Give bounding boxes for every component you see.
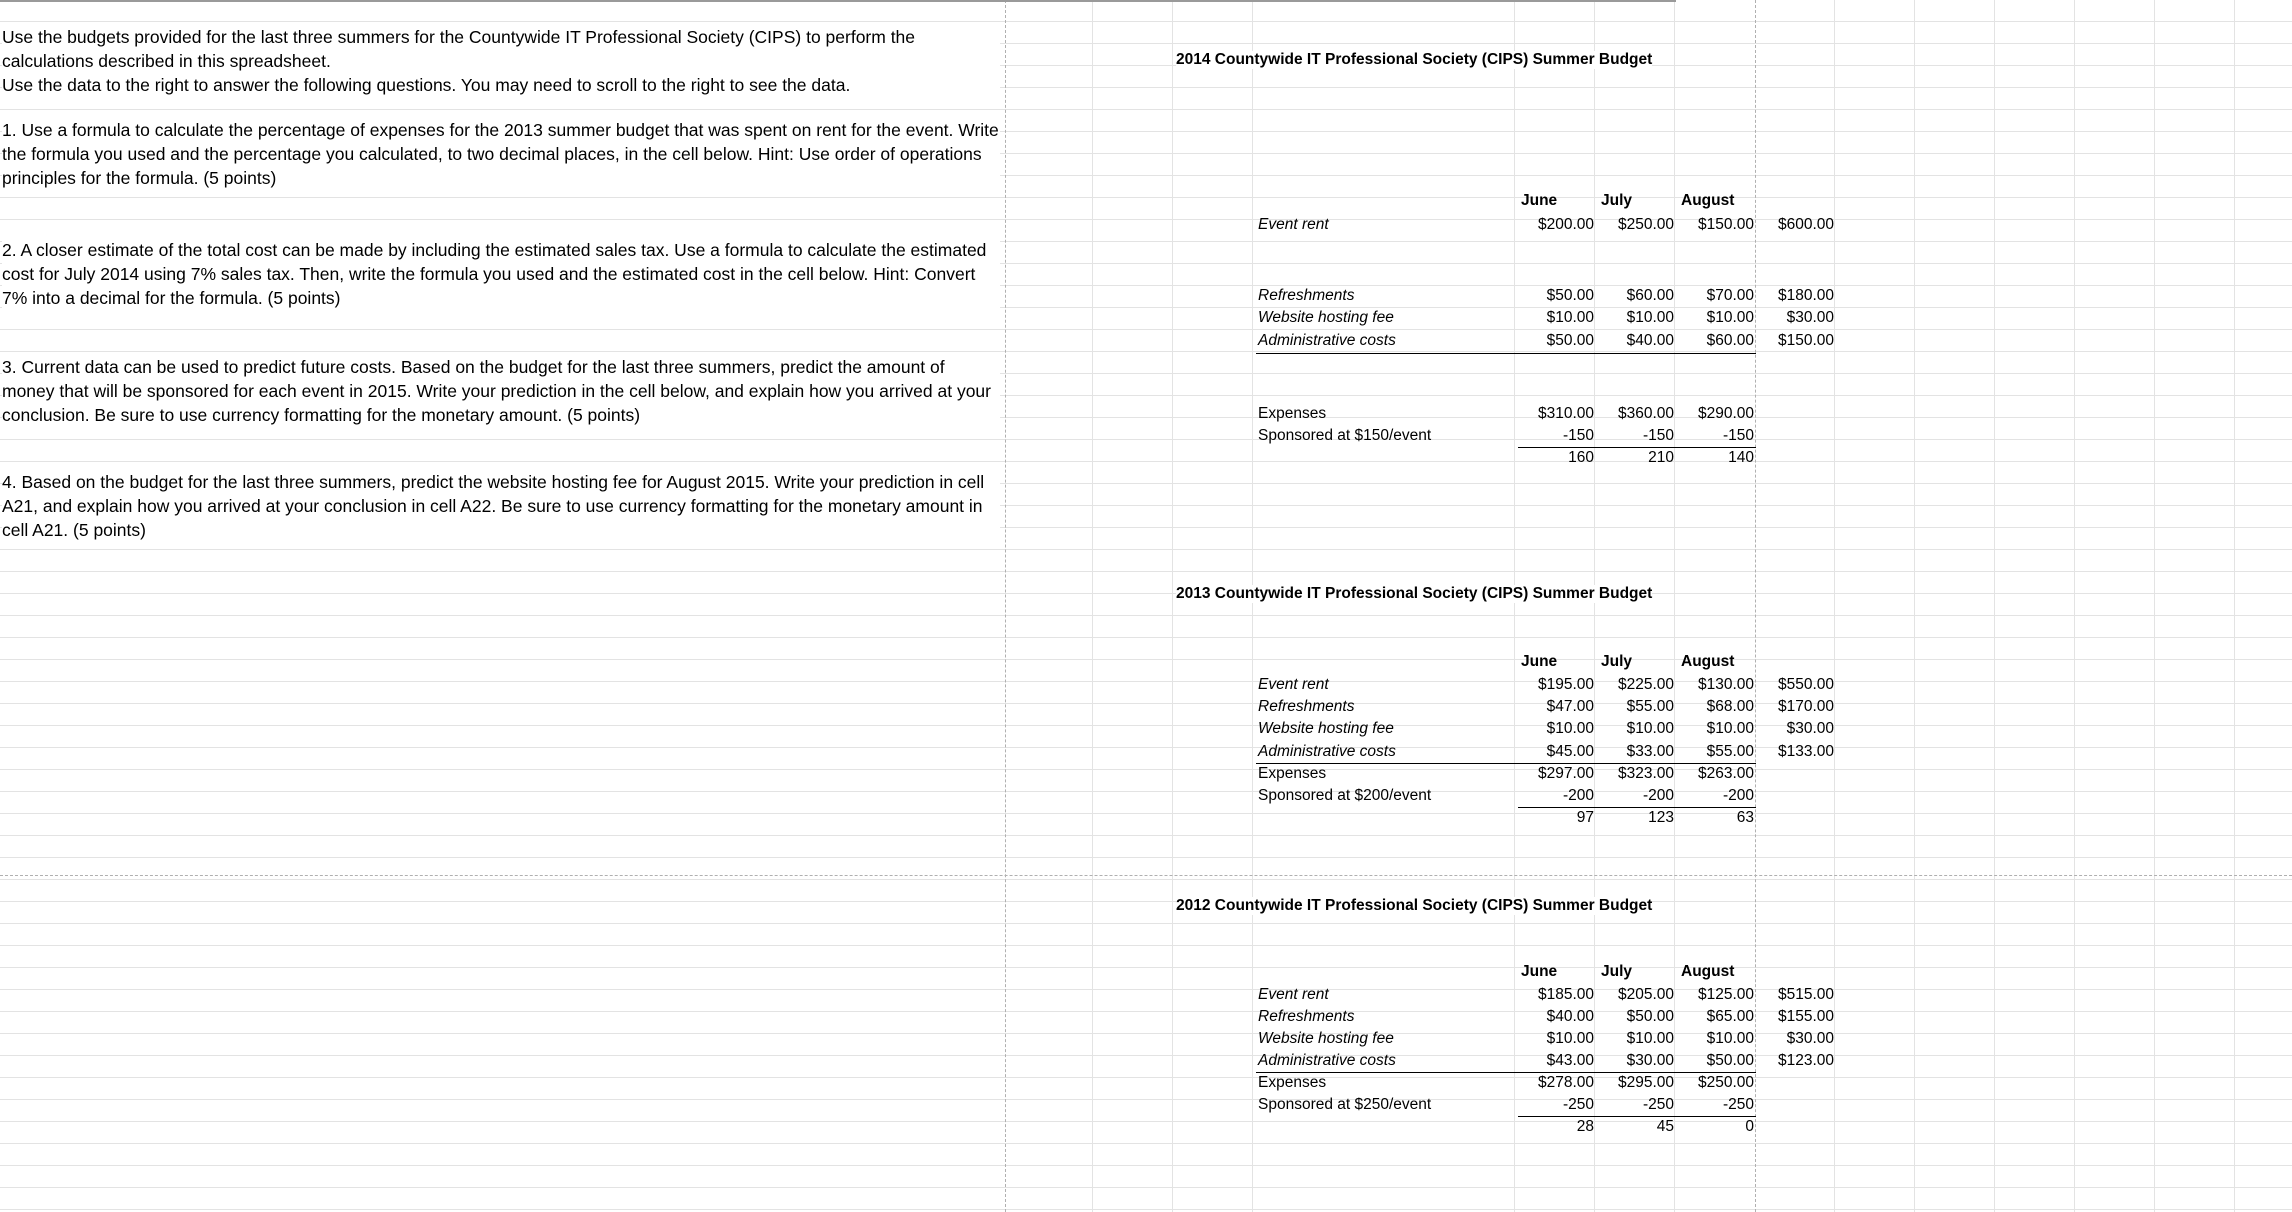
cell-value[interactable]: $10.00 (1706, 720, 1754, 737)
row-label[interactable]: Expenses (1258, 405, 1327, 422)
row-label[interactable]: Expenses (1258, 765, 1327, 782)
grid-col-line (1514, 0, 1515, 1212)
cell-net[interactable]: 160 (1568, 449, 1594, 466)
grid-row-line (0, 681, 2292, 682)
grid-row-line (0, 219, 2292, 220)
grid-row-line (0, 351, 2292, 352)
row-label[interactable]: Expenses (1258, 1074, 1327, 1091)
grid-row-line (0, 835, 2292, 836)
grid-row-line (0, 329, 2292, 330)
question-2[interactable]: 2. A closer estimate of the total cost can be made by including the estimated sales tax. Use a formula to calculate the estimated cost for July 2014 using 7% sales tax. Then, write the formula you used and the estimated cost in the cell below. Hint: Convert 7% into a decimal for the formula. (5 points) (2, 238, 1000, 310)
cell-value[interactable]: $150.00 (1697, 216, 1754, 233)
grid-row-line (0, 879, 2292, 880)
grid-row-line (0, 725, 2292, 726)
grid-row-line (0, 1143, 2292, 1144)
cell-net[interactable]: 45 (1656, 1118, 1674, 1135)
grid-col-line (1834, 0, 1835, 1212)
grid-row-line (0, 1099, 2292, 1100)
grid-row-line (0, 637, 2292, 638)
row-label[interactable]: Sponsored at $250/event (1258, 1096, 1432, 1113)
cell-value[interactable]: $70.00 (1706, 287, 1754, 304)
cell-value[interactable]: -200 (1642, 787, 1674, 804)
budget-title[interactable]: 2014 Countywide IT Professional Society (CIPS) Summer Budget (1176, 51, 1653, 68)
cell-total[interactable]: $30.00 (1786, 309, 1834, 326)
grid-row-line (0, 615, 2292, 616)
grid-row-line (0, 1033, 2292, 1034)
cell-value[interactable]: $50.00 (1626, 1008, 1674, 1025)
cell-value[interactable]: $55.00 (1706, 743, 1754, 760)
cell-value[interactable]: $130.00 (1697, 676, 1754, 693)
page-break-vertical (1005, 0, 1006, 1212)
cell-net[interactable]: 28 (1576, 1118, 1594, 1135)
grid-row-line (0, 989, 2292, 990)
grid-row-line (0, 571, 2292, 572)
grid-row-line (0, 1187, 2292, 1188)
cell-value[interactable]: $10.00 (1546, 720, 1594, 737)
cell-value[interactable]: -150 (1722, 427, 1754, 444)
grid-row-line (0, 791, 2292, 792)
grid-col-line (1172, 0, 1173, 1212)
page-break-horizontal (0, 875, 2292, 876)
cell-value[interactable]: $55.00 (1626, 698, 1674, 715)
cell-value[interactable]: -250 (1562, 1096, 1594, 1113)
cell-value[interactable]: $263.00 (1697, 765, 1754, 782)
cell-total[interactable]: $133.00 (1777, 743, 1834, 760)
grid-col-line (2074, 0, 2075, 1212)
cell-value[interactable]: $310.00 (1537, 405, 1594, 422)
net-underline (1518, 1116, 1756, 1117)
budget-title[interactable]: 2012 Countywide IT Professional Society (CIPS) Summer Budget (1176, 897, 1653, 914)
cell-total[interactable]: $30.00 (1786, 1030, 1834, 1047)
grid-row-line (0, 813, 2292, 814)
col-header-july[interactable]: July (1601, 963, 1633, 980)
intro-text-2: Use the data to the right to answer the following questions. You may need to scroll to the right to see the data. (2, 75, 851, 95)
cell-total[interactable]: $180.00 (1777, 287, 1834, 304)
budget-title[interactable]: 2013 Countywide IT Professional Society (CIPS) Summer Budget (1176, 585, 1653, 602)
cell-value[interactable]: -150 (1642, 427, 1674, 444)
grid-row-line (0, 197, 2292, 198)
cell-value[interactable]: $50.00 (1546, 332, 1594, 349)
question-3[interactable]: 3. Current data can be used to predict future costs. Based on the budget for the last three summers, predict the amount of money that will be sponsored for each event in 2015. Write your prediction in the cell below, and explain how you arrived at your conclusion. Be sure to use currency formatting for the monetary amount. (5 points) (2, 355, 1000, 427)
cell-total[interactable]: $170.00 (1777, 698, 1834, 715)
cell-value[interactable]: -250 (1642, 1096, 1674, 1113)
cell-value[interactable]: $185.00 (1537, 986, 1594, 1003)
cell-value[interactable]: -200 (1562, 787, 1594, 804)
grid-row-line (0, 21, 2292, 22)
cell-value[interactable]: $278.00 (1537, 1074, 1594, 1091)
cell-total[interactable]: $515.00 (1777, 986, 1834, 1003)
cell-value[interactable]: $10.00 (1626, 309, 1674, 326)
cell-value[interactable]: $40.00 (1626, 332, 1674, 349)
row-label[interactable]: Refreshments (1258, 287, 1355, 304)
cell-value[interactable]: $40.00 (1546, 1008, 1594, 1025)
cell-value[interactable]: $323.00 (1617, 765, 1674, 782)
cell-total[interactable]: $30.00 (1786, 720, 1834, 737)
row-label[interactable]: Sponsored at $150/event (1258, 427, 1432, 444)
col-header-june[interactable]: June (1521, 192, 1558, 209)
grid-row-line (0, 967, 2292, 968)
cell-total[interactable]: $600.00 (1777, 216, 1834, 233)
sum-underline (1256, 763, 1756, 764)
col-header-august[interactable]: August (1681, 653, 1735, 670)
grid-row-line (0, 1011, 2292, 1012)
cell-value[interactable]: $250.00 (1697, 1074, 1754, 1091)
grid-row-line (0, 109, 2292, 110)
grid-col-line (2234, 0, 2235, 1212)
cell-value[interactable]: -250 (1722, 1096, 1754, 1113)
instructions-intro[interactable] (2, 25, 1000, 97)
cell-value[interactable]: $68.00 (1706, 698, 1754, 715)
row-label[interactable]: Sponsored at $200/event (1258, 787, 1432, 804)
grid-row-line (0, 945, 2292, 946)
cell-value[interactable]: $297.00 (1537, 765, 1594, 782)
cell-net[interactable]: 140 (1728, 449, 1754, 466)
grid-row-line (0, 593, 2292, 594)
cell-value[interactable]: $10.00 (1626, 1030, 1674, 1047)
net-underline (1518, 807, 1756, 808)
col-header-august[interactable]: August (1681, 963, 1735, 980)
row-label[interactable]: Website hosting fee (1258, 720, 1394, 737)
cell-total[interactable]: $550.00 (1777, 676, 1834, 693)
grid-row-line (0, 439, 2292, 440)
grid-col-line (1994, 0, 1995, 1212)
grid-col-line (1252, 0, 1253, 1212)
cell-value[interactable]: $225.00 (1617, 676, 1674, 693)
row-label[interactable]: Event rent (1258, 216, 1329, 233)
cell-value[interactable]: -150 (1562, 427, 1594, 444)
cell-value[interactable]: $290.00 (1697, 405, 1754, 422)
cell-value[interactable]: -200 (1722, 787, 1754, 804)
cell-value[interactable]: $10.00 (1706, 1030, 1754, 1047)
grid-col-line (1914, 0, 1915, 1212)
grid-row-line (0, 857, 2292, 858)
grid-row-line (0, 1055, 2292, 1056)
cell-value[interactable]: $50.00 (1706, 1052, 1754, 1069)
row-label[interactable]: Refreshments (1258, 1008, 1355, 1025)
cell-value[interactable]: $295.00 (1617, 1074, 1674, 1091)
row-label[interactable]: Refreshments (1258, 698, 1355, 715)
cell-value[interactable]: $200.00 (1537, 216, 1594, 233)
cell-total[interactable]: $150.00 (1777, 332, 1834, 349)
cell-value[interactable]: $195.00 (1537, 676, 1594, 693)
cell-value[interactable]: $43.00 (1546, 1052, 1594, 1069)
grid-row-line (0, 703, 2292, 704)
grid-row-line (0, 1121, 2292, 1122)
cell-value[interactable]: $60.00 (1706, 332, 1754, 349)
net-underline (1518, 447, 1756, 448)
grid-row-line (0, 747, 2292, 748)
cell-value[interactable]: $205.00 (1617, 986, 1674, 1003)
row-label[interactable]: Administrative costs (1258, 743, 1396, 760)
grid-row-line (0, 659, 2292, 660)
cell-value[interactable]: $45.00 (1546, 743, 1594, 760)
cell-value[interactable]: $65.00 (1706, 1008, 1754, 1025)
row-label[interactable]: Administrative costs (1258, 1052, 1396, 1069)
cell-value[interactable]: $10.00 (1546, 1030, 1594, 1047)
grid-row-line (0, 1209, 2292, 1210)
grid-row-line (0, 1077, 2292, 1078)
grid-row-line (0, 461, 2292, 462)
col-header-july[interactable]: July (1601, 192, 1633, 209)
cell-value[interactable]: $47.00 (1546, 698, 1594, 715)
cell-net[interactable]: 63 (1736, 809, 1754, 826)
grid-col-line (1092, 0, 1093, 1212)
sum-underline (1256, 353, 1756, 354)
row-label[interactable]: Website hosting fee (1258, 309, 1394, 326)
grid-col-line (2154, 0, 2155, 1212)
cell-net[interactable]: 210 (1648, 449, 1674, 466)
grid-row-line (0, 769, 2292, 770)
cell-total[interactable]: $155.00 (1777, 1008, 1834, 1025)
grid-row-line (0, 549, 2292, 550)
cell-net[interactable]: 123 (1648, 809, 1674, 826)
cell-value[interactable]: $60.00 (1626, 287, 1674, 304)
cell-value[interactable]: $360.00 (1617, 405, 1674, 422)
cell-net[interactable]: 0 (1745, 1118, 1754, 1135)
cell-value[interactable]: $30.00 (1626, 1052, 1674, 1069)
cell-value[interactable]: $10.00 (1546, 309, 1594, 326)
grid-row-line (0, 901, 2292, 902)
row-label[interactable]: Event rent (1258, 986, 1329, 1003)
cell-value[interactable]: $125.00 (1697, 986, 1754, 1003)
row-label[interactable]: Website hosting fee (1258, 1030, 1394, 1047)
row-label[interactable]: Event rent (1258, 676, 1329, 693)
col-header-june[interactable]: June (1521, 963, 1558, 980)
cell-value[interactable]: $250.00 (1617, 216, 1674, 233)
cell-value[interactable]: $10.00 (1706, 309, 1754, 326)
cell-value[interactable]: $50.00 (1546, 287, 1594, 304)
question-4[interactable]: 4. Based on the budget for the last three summers, predict the website hosting fee for August 2015. Write your prediction in cell A21, and explain how you arrived at your conclusion in cell A22. Be sure to use currency formatting for the monetary amount in cell A21. (5 points) (2, 470, 1000, 542)
grid-row-line (0, 1165, 2292, 1166)
top-border (0, 0, 1676, 2)
row-label[interactable]: Administrative costs (1258, 332, 1396, 349)
intro-text: Use the budgets provided for the last three summers for the Countywide IT Professional Society (CIPS) to perform the calculations described in this spreadsheet. (2, 27, 916, 71)
grid-col-line (1594, 0, 1595, 1212)
grid-row-line (0, 923, 2292, 924)
col-header-august[interactable]: August (1681, 192, 1735, 209)
col-header-july[interactable]: July (1601, 653, 1633, 670)
cell-total[interactable]: $123.00 (1777, 1052, 1834, 1069)
cell-value[interactable]: $33.00 (1626, 743, 1674, 760)
cell-net[interactable]: 97 (1576, 809, 1594, 826)
sum-underline (1256, 1072, 1756, 1073)
cell-value[interactable]: $10.00 (1626, 720, 1674, 737)
page-break-vertical (1755, 0, 1756, 1212)
grid-col-line (1674, 0, 1675, 1212)
col-header-june[interactable]: June (1521, 653, 1558, 670)
question-1[interactable]: 1. Use a formula to calculate the percentage of expenses for the 2013 summer budget that was spent on rent for the event. Write the formula you used and the percentage you calculated, to two decimal places, in the cell below. Hint: Use order of operations principles for the formula. (5 points) (2, 120, 999, 188)
